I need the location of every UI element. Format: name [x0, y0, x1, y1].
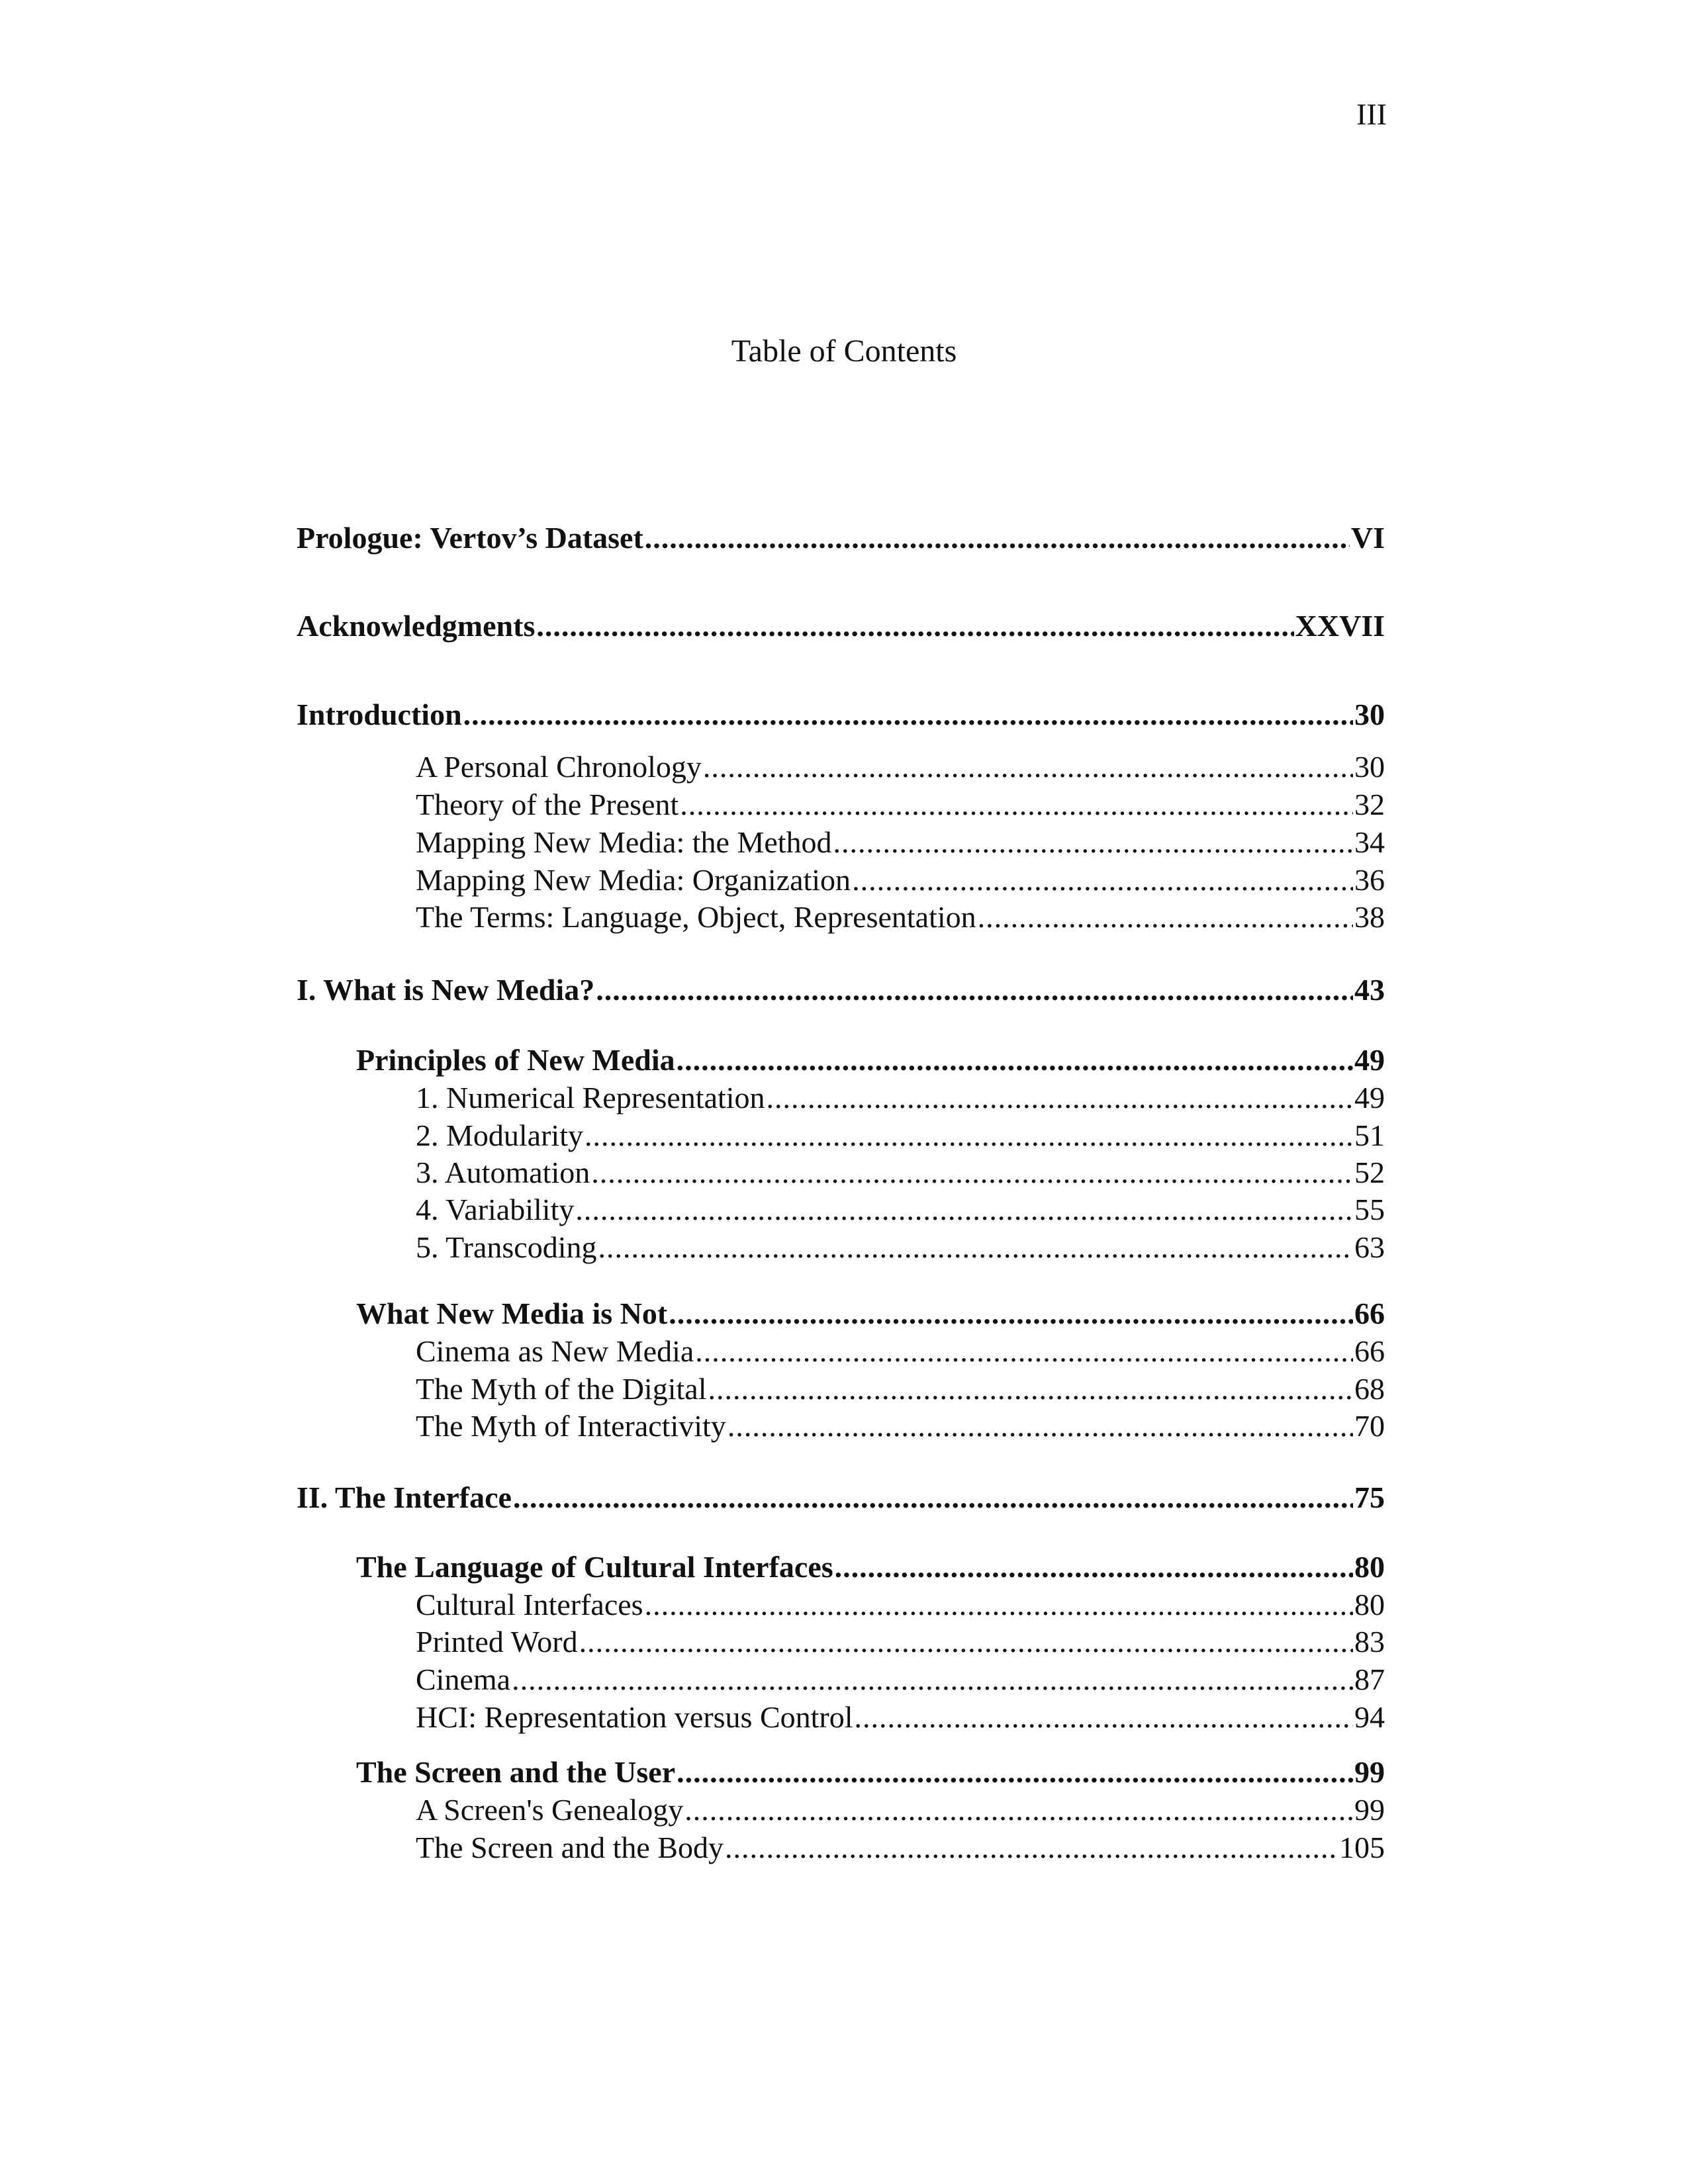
toc-heading: Table of Contents	[731, 334, 957, 369]
toc-entry-page: 66	[1354, 1334, 1385, 1368]
toc-entry	[297, 1586, 1385, 1623]
toc-dot-leader	[684, 1792, 1353, 1829]
toc-entry	[297, 862, 1385, 899]
toc-entry	[297, 1661, 1385, 1698]
toc-entry-title: The Language of Cultural Interfaces	[356, 1550, 833, 1584]
toc-entry-page: 105	[1339, 1831, 1385, 1864]
toc-entry-title: Cinema	[416, 1662, 511, 1696]
toc-dot-leader	[598, 1229, 1353, 1266]
toc-entry-title: The Myth of the Digital	[416, 1372, 707, 1406]
toc-dot-leader	[835, 1549, 1353, 1586]
toc-entry-title: 1. Numerical Representation	[416, 1081, 765, 1115]
toc-dot-leader	[680, 786, 1353, 823]
toc-entry-page: 80	[1354, 1588, 1385, 1621]
toc-entry-page: 83	[1354, 1625, 1385, 1659]
toc-entry-title: II. The Interface	[297, 1480, 512, 1514]
toc-dot-leader	[513, 1479, 1353, 1516]
toc-dot-leader	[645, 1586, 1353, 1623]
toc-entry-title: The Terms: Language, Object, Representation	[416, 900, 976, 934]
toc-entry-title: I. What is New Media?	[297, 973, 595, 1007]
toc-entry-title: Cinema as New Media	[416, 1334, 694, 1368]
toc-entry-page: 99	[1354, 1793, 1385, 1827]
toc-entry-page: XXVII	[1295, 609, 1385, 643]
toc-dot-leader	[725, 1829, 1338, 1866]
toc-entry-page: VI	[1350, 521, 1385, 555]
toc-entry	[297, 1333, 1385, 1370]
toc-dot-leader	[512, 1661, 1353, 1698]
toc-entry	[297, 1408, 1385, 1445]
toc-entry-page: 75	[1354, 1480, 1385, 1514]
toc-dot-leader	[978, 899, 1353, 936]
toc-dot-leader	[703, 749, 1353, 786]
toc-dot-leader	[536, 608, 1293, 645]
toc-dot-leader	[591, 1154, 1353, 1191]
toc-entry-title: The Myth of Interactivity	[416, 1409, 726, 1443]
toc-entry-page: 38	[1354, 900, 1385, 934]
toc-dot-leader	[833, 824, 1353, 861]
toc-entry-title: 2. Modularity	[416, 1118, 583, 1152]
toc-entry-page: 63	[1354, 1230, 1385, 1264]
toc-dot-leader	[677, 1042, 1353, 1079]
toc-entry-title: Principles of New Media	[356, 1043, 675, 1077]
toc-entry-title: 3. Automation	[416, 1156, 590, 1189]
toc-entry-title: A Personal Chronology	[416, 750, 702, 784]
toc-entry-title: 5. Transcoding	[416, 1230, 597, 1264]
toc-entry	[297, 786, 1385, 823]
toc-entry-title: The Screen and the Body	[416, 1831, 724, 1864]
toc-entry	[297, 1229, 1385, 1266]
toc-entry-title: The Screen and the User	[356, 1755, 676, 1789]
toc-entry-page: 49	[1354, 1081, 1385, 1115]
toc-entry	[297, 749, 1385, 786]
toc-entry	[297, 1829, 1385, 1866]
toc-entry	[297, 1079, 1385, 1116]
toc-entry	[297, 1479, 1385, 1516]
toc-entry	[297, 1754, 1385, 1791]
toc-entry-page: 94	[1354, 1700, 1385, 1734]
page-number: III	[1356, 97, 1387, 131]
toc-dot-leader	[727, 1408, 1353, 1445]
toc-entry	[297, 1623, 1385, 1661]
toc-entry	[297, 1699, 1385, 1736]
toc-entry-page: 66	[1354, 1297, 1385, 1330]
toc-dot-leader	[852, 862, 1353, 899]
toc-entry-page: 49	[1354, 1043, 1385, 1077]
toc-dot-leader	[669, 1295, 1353, 1332]
toc-entry-page: 30	[1354, 750, 1385, 784]
toc-entry-page: 30	[1354, 698, 1385, 731]
toc-entry	[297, 1042, 1385, 1079]
toc-entry	[297, 1549, 1385, 1586]
toc-entry-title: Printed Word	[416, 1625, 578, 1659]
toc-entry	[297, 899, 1385, 936]
toc-entry-title: Theory of the Present	[416, 788, 679, 821]
toc-dot-leader	[585, 1117, 1353, 1154]
toc-dot-leader	[695, 1333, 1353, 1370]
toc-dot-leader	[767, 1079, 1353, 1116]
toc-entry-page: 36	[1354, 863, 1385, 897]
toc-entry	[297, 1792, 1385, 1829]
toc-entry-page: 70	[1354, 1409, 1385, 1443]
toc-entry-title: 4. Variability	[416, 1193, 575, 1226]
toc-entry-page: 52	[1354, 1156, 1385, 1189]
toc-dot-leader	[596, 972, 1353, 1009]
toc-entry-title: Prologue: Vertov’s Dataset	[297, 521, 643, 555]
toc-entry	[297, 824, 1385, 861]
toc-entry-page: 55	[1354, 1193, 1385, 1226]
toc-dot-leader	[579, 1623, 1353, 1661]
toc-entry-page: 87	[1354, 1662, 1385, 1696]
toc-entry	[297, 1371, 1385, 1408]
toc-entry-title: What New Media is Not	[356, 1297, 668, 1330]
toc-entry	[297, 696, 1385, 733]
toc-entry-page: 43	[1354, 973, 1385, 1007]
toc-entry-title: A Screen's Genealogy	[416, 1793, 684, 1827]
toc-entry	[297, 972, 1385, 1009]
toc-entry-title: Cultural Interfaces	[416, 1588, 643, 1621]
toc-entry	[297, 1154, 1385, 1191]
toc-dot-leader	[463, 696, 1353, 733]
toc-entry	[297, 1117, 1385, 1154]
toc-entry-page: 99	[1354, 1755, 1385, 1789]
toc-entry-page: 34	[1354, 825, 1385, 859]
toc-dot-leader	[645, 520, 1350, 557]
toc-entry-title: Introduction	[297, 698, 462, 731]
toc-dot-leader	[677, 1754, 1353, 1791]
toc-entry-page: 80	[1354, 1550, 1385, 1584]
toc-entry-title: HCI: Representation versus Control	[416, 1700, 853, 1734]
toc-dot-leader	[855, 1699, 1353, 1736]
toc-entry-page: 32	[1354, 788, 1385, 821]
toc-entry-page: 51	[1354, 1118, 1385, 1152]
toc-entry	[297, 520, 1385, 557]
toc-dot-leader	[708, 1371, 1353, 1408]
toc-entry-page: 68	[1354, 1372, 1385, 1406]
toc-entry	[297, 1191, 1385, 1228]
toc-entry	[297, 1295, 1385, 1332]
toc-entry-title: Mapping New Media: the Method	[416, 825, 832, 859]
toc-entry-title: Mapping New Media: Organization	[416, 863, 851, 897]
toc-dot-leader	[575, 1191, 1353, 1228]
toc-entry-title: Acknowledgments	[297, 609, 536, 643]
toc-entry	[297, 608, 1385, 645]
